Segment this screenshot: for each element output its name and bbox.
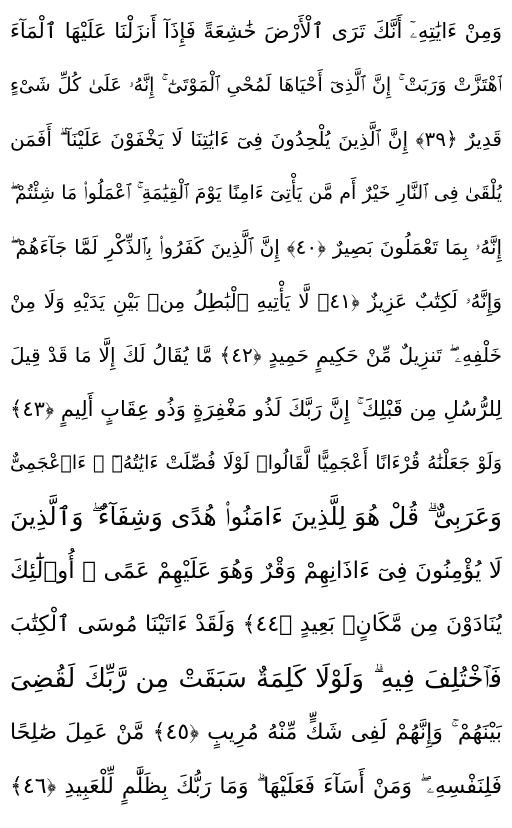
text-line-5: إِنَّهُۥ بِمَا تَعْمَلُونَ بَصِيرٌ ﴿٤٠﴾ إِنَّ ٱلَّذِينَ كَفَرُوا۟ بِٱلذِّكْرِ لَمَّا جَآءَهُمْ ۖ — [10, 235, 502, 259]
text-line-9: وَلَوْ جَعَلْنَٰهُ قُرْءَانًا أَعْجَمِيًّا لَّقَالُوا۟ لَوْلَا فُصِّلَتْ ءَايَٰتُهُۥٓ ۖ ءَا۬عْجَمِىٌّ — [10, 452, 502, 474]
text-line-7: خَلْفِهِۦ ۖ تَنزِيلٌ مِّنْ حَكِيمٍ حَمِيدٍ ﴿٤٢﴾ مَّا يُقَالُ لَكَ إِلَّا مَا قَدْ قِيلَ — [10, 343, 502, 367]
text-line-11: لَا يُؤْمِنُونَ فِىٓ ءَاذَانِهِمْ وَقْرٌ وَهُوَ عَلَيْهِمْ عَمًى ۚ أُو۟لَٰٓئِكَ — [10, 558, 502, 584]
text-line-15: فَلِنَفْسِهِۦ ۖ وَمَنْ أَسَآءَ فَعَلَيْهَا ۗ وَمَا رَبُّكَ بِظَلَّٰمٍ لِّلْعَبِيدِ ﴿٤٦﴾ — [10, 774, 502, 799]
text-line-6: وَإِنَّهُۥ لَكِتَٰبٌ عَزِيزٌ ﴿٤١﴾ لَّا يَأْتِيهِ ٱلْبَٰطِلُ مِنۢ بَيْنِ يَدَيْهِ وَلَا مِنْ — [10, 289, 502, 313]
text-line-13: فَٱخْتُلِفَ فِيهِ ۗ وَلَوْلَا كَلِمَةٌ سَبَقَتْ مِن رَّبِّكَ لَقُضِىَ — [10, 664, 502, 694]
text-line-10: وَعَرَبِىٌّ ۗ قُلْ هُوَ لِلَّذِينَ ءَامَنُوا۟ هُدًى وَشِفَآءٌ ۖ وَٱلَّذِينَ — [10, 502, 502, 531]
text-line-14: بَيْنَهُمْ ۚ وَإِنَّهُمْ لَفِى شَكٍّ مِّنْهُ مُرِيبٍ ﴿٤٥﴾ مَّنْ عَمِلَ صَٰلِحًا — [10, 720, 502, 745]
text-line-12: يُنَادَوْنَ مِن مَّكَانٍۭ بَعِيدٍ ﴿٤٤﴾ وَلَقَدْ ءَاتَيْنَا مُوسَى ٱلْكِتَٰبَ — [10, 612, 502, 637]
text-line-8: لِلرُّسُلِ مِن قَبْلِكَ ۚ إِنَّ رَبَّكَ لَذُو مَغْفِرَةٍ وَذُو عِقَابٍ أَلِيمٍ ﴿٤٣﴾ — [10, 397, 502, 421]
text-line-2: ٱهْتَزَّتْ وَرَبَتْ ۚ إِنَّ ٱلَّذِىٓ أَحْيَاهَا لَمُحْىِ ٱلْمَوْتَىٰٓ ۚ إِنَّهُۥ عَلَىٰ كُلِّ شَىْءٍ — [10, 74, 502, 96]
text-line-3: قَدِيرٌ ﴿٣٩﴾ إِنَّ ٱلَّذِينَ يُلْحِدُونَ فِىٓ ءَايَٰتِنَا لَا يَخْفَوْنَ عَلَيْنَآ ۗ أَفَمَن — [10, 127, 502, 151]
text-line-4: يُلْقَىٰ فِى ٱلنَّارِ خَيْرٌ أَم مَّن يَأْتِىٓ ءَامِنًا يَوْمَ ٱلْقِيَٰمَةِ ۚ ٱعْمَلُوا۟ مَا شِئْتُمْ ۖ — [10, 182, 502, 204]
text-line-1: وَمِنْ ءَايَٰتِهِۦٓ أَنَّكَ تَرَى ٱلْأَرْضَ خَٰشِعَةً فَإِذَآ أَنزَلْنَا عَلَيْهَا ٱلْمَآءَ — [10, 19, 502, 43]
